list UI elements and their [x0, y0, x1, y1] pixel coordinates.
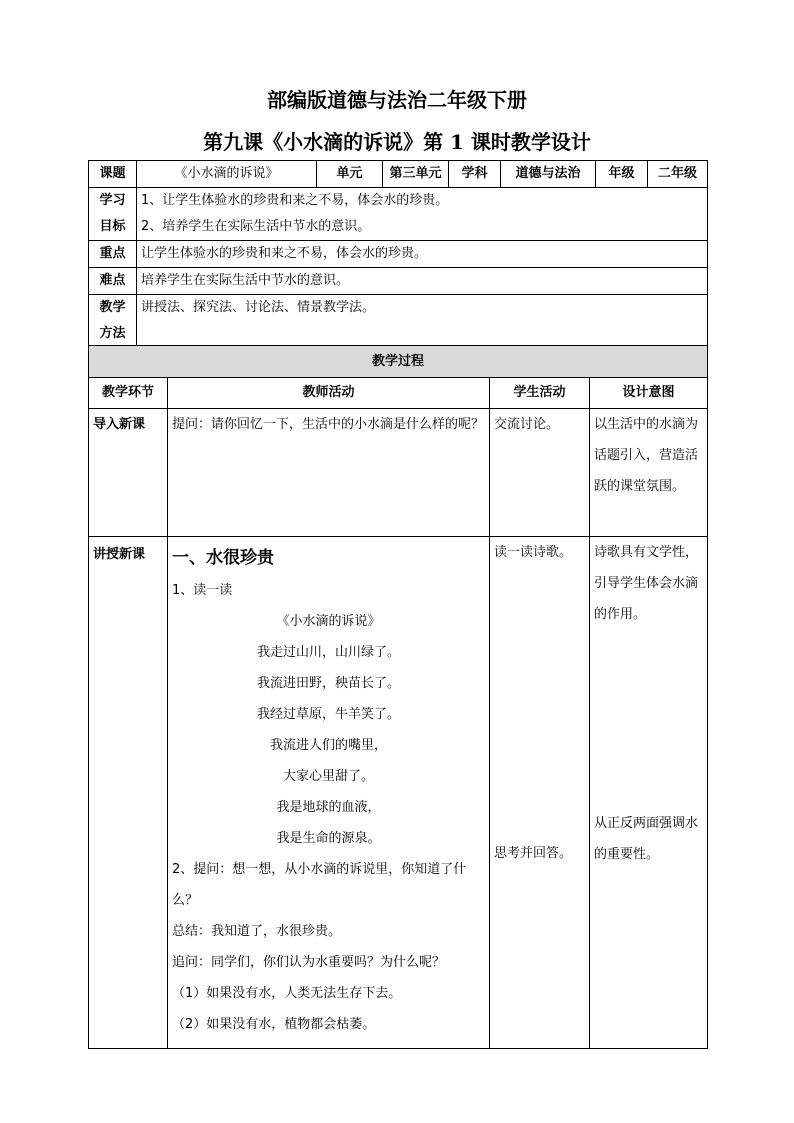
- column-header: 学生活动: [490, 378, 590, 409]
- goals-value: [137, 188, 708, 241]
- column-header: 教学环节: [89, 378, 168, 409]
- step-read: 1、读一读: [172, 583, 233, 598]
- student-activity-read: 读一读诗歌。: [494, 545, 573, 560]
- difficulty-label: 难点: [89, 268, 137, 295]
- document-subtitle: 第九课《小水滴的诉说》第 1 课时教学设计: [203, 130, 591, 154]
- poem-line: 我走过山川，山川绿了。: [256, 645, 400, 660]
- intent-poem: 诗歌具有文学性，引导学生体会水滴的作用。: [594, 545, 699, 622]
- goal-item: 1、让学生体验水的珍贵和来之不易，体会水的珍贵。: [141, 193, 449, 208]
- intro-teacher-activity: 提问：请你回忆一下，生活中的小水滴是什么样的呢？: [168, 409, 490, 537]
- course-info-table: [88, 160, 708, 348]
- method-label-line1: 教学: [99, 300, 126, 315]
- subject-value: 道德与法治: [501, 161, 596, 188]
- lecture-student-activity: [490, 537, 590, 1049]
- poem-line: 我是地球的血液，: [276, 800, 381, 815]
- poem-title: 《小水滴的诉说》: [276, 614, 381, 629]
- poem-line: 我经过草原，牛羊笑了。: [256, 707, 400, 722]
- answer-point: （1）如果没有水，人类无法生存下去。: [172, 986, 402, 1001]
- goals-label: [89, 188, 137, 241]
- grade-label: 年级: [596, 161, 648, 188]
- poem-line: 我流进田野，秧苗长了。: [256, 676, 400, 691]
- unit-value: 第三单元: [383, 161, 449, 188]
- method-value: 讲授法、探究法、讨论法、情景教学法。: [137, 295, 708, 348]
- goals-label-line1: 学习: [99, 193, 126, 208]
- lecture-teacher-activity: [168, 537, 490, 1049]
- stage-lecture: 讲授新课: [89, 537, 168, 1049]
- student-activity-answer: 思考并回答。: [494, 846, 573, 861]
- goal-item: 2、培养学生在实际生活中节水的意识。: [141, 219, 371, 234]
- teaching-process-table: [88, 345, 708, 1049]
- column-header: 设计意图: [590, 378, 708, 409]
- stage-intro: 导入新课: [89, 409, 168, 537]
- course-label: 课题: [89, 161, 137, 188]
- followup-question: 追问：同学们，你们认为水重要吗？为什么呢？: [172, 955, 446, 970]
- course-value: 《小水滴的诉说》: [137, 161, 317, 188]
- column-header: 教师活动: [168, 378, 490, 409]
- section-title: 一、水很珍贵: [172, 548, 274, 568]
- process-heading: 教学过程: [89, 346, 708, 378]
- subject-label: 学科: [449, 161, 501, 188]
- method-label: [89, 295, 137, 348]
- step-question: 2、提问：想一想，从小水滴的诉说里，你知道了什么？: [172, 862, 467, 908]
- method-label-line2: 方法: [99, 326, 126, 341]
- poem-line: 我是生命的源泉。: [276, 831, 381, 846]
- intro-student-activity: 交流讨论。: [490, 409, 590, 537]
- poem-line: 大家心里甜了。: [282, 769, 374, 784]
- key-value: 让学生体验水的珍贵和来之不易，体会水的珍贵。: [137, 241, 708, 268]
- intent-importance: 从正反两面强调水的重要性。: [594, 816, 699, 862]
- document-title: 部编版道德与法治二年级下册: [267, 88, 527, 112]
- summary-text: 总结：我知道了，水很珍贵。: [172, 924, 342, 939]
- key-label: 重点: [89, 241, 137, 268]
- goals-label-line2: 目标: [99, 219, 126, 234]
- unit-label: 单元: [317, 161, 383, 188]
- poem-line: 我流进人们的嘴里，: [269, 738, 387, 753]
- grade-value: 二年级: [648, 161, 708, 188]
- intro-design-intent: 以生活中的水滴为话题引入，营造活跃的课堂氛围。: [590, 409, 708, 537]
- lecture-design-intent: [590, 537, 708, 1049]
- answer-point: （2）如果没有水，植物都会枯萎。: [172, 1017, 376, 1032]
- difficulty-value: 培养学生在实际生活中节水的意识。: [137, 268, 708, 295]
